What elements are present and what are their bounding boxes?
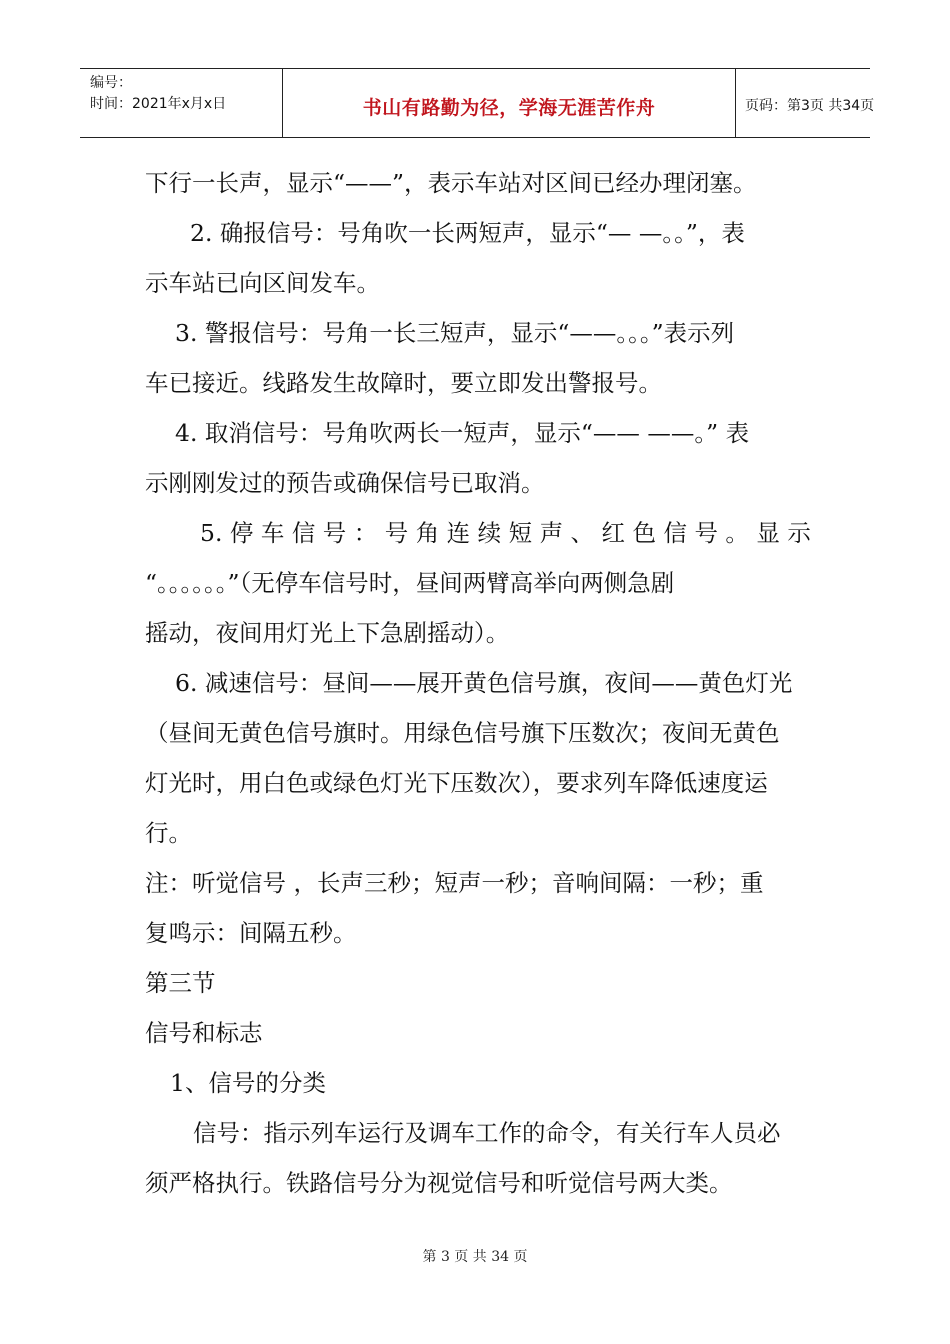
document-time-label: 时间：2021年x月x日 xyxy=(90,96,227,112)
document-number-label: 编号： xyxy=(90,75,132,91)
page-header xyxy=(80,68,875,138)
header-page-info: 页码：第3页 共34页 xyxy=(745,98,875,114)
body-line: 车已接近。线路发生故障时，要立即发出警报号。 xyxy=(145,369,662,397)
subsection-heading: 1、信号的分类 xyxy=(170,1069,326,1097)
body-line: 复鸣示：间隔五秒。 xyxy=(145,919,357,947)
body-line: 下行一长声，显示“——”，表示车站对区间已经办理闭塞。 xyxy=(145,169,757,197)
body-line: 示刚刚发过的预告或确保信号已取消。 xyxy=(145,469,545,497)
body-line: 2. 确报信号：号角吹一长两短声，显示“— —。。”，表 xyxy=(190,219,745,247)
header-page-cell xyxy=(735,69,875,137)
body-line: 示车站已向区间发车。 xyxy=(145,269,380,297)
page-footer: 第 3 页 共 34 页 xyxy=(422,1249,528,1265)
body-line: 信号：指示列车运行及调车工作的命令，有关行车人员必 xyxy=(193,1119,781,1147)
body-line: 5. 停 车 信 号 ： 号 角 连 续 短 声 、 红 色 信 号 。 显 示 xyxy=(200,519,811,547)
body-line: 须严格执行。铁路信号分为视觉信号和听觉信号两大类。 xyxy=(145,1169,733,1197)
header-meta-cell xyxy=(80,69,282,137)
section-title: 信号和标志 xyxy=(145,1019,263,1047)
header-motto: 书山有路勤为径，学海无涯苦作舟 xyxy=(362,97,656,119)
body-line: 3. 警报信号：号角一长三短声，显示“——。。。”表示列 xyxy=(175,319,735,347)
body-line: （昼间无黄色信号旗时。用绿色信号旗下压数次；夜间无黄色 xyxy=(145,719,780,747)
section-heading: 第三节 xyxy=(145,969,216,997)
body-line: “。。。。。。”（无停车信号时，昼间两臂高举向两侧急剧 xyxy=(145,569,675,597)
body-line: 4. 取消信号：号角吹两长一短声，显示“—— ——。” 表 xyxy=(175,419,750,447)
body-line: 摇动，夜间用灯光上下急剧摇动）。 xyxy=(145,619,510,647)
body-line: 6. 减速信号：昼间——展开黄色信号旗，夜间——黄色灯光 xyxy=(175,669,793,697)
body-line: 注：听觉信号 ，长声三秒；短声一秒；音响间隔：一秒；重 xyxy=(145,869,764,897)
body-line: 行。 xyxy=(145,819,192,847)
body-line: 灯光时，用白色或绿色灯光下压数次），要求列车降低速度运 xyxy=(145,769,768,797)
header-motto-cell xyxy=(282,69,736,137)
